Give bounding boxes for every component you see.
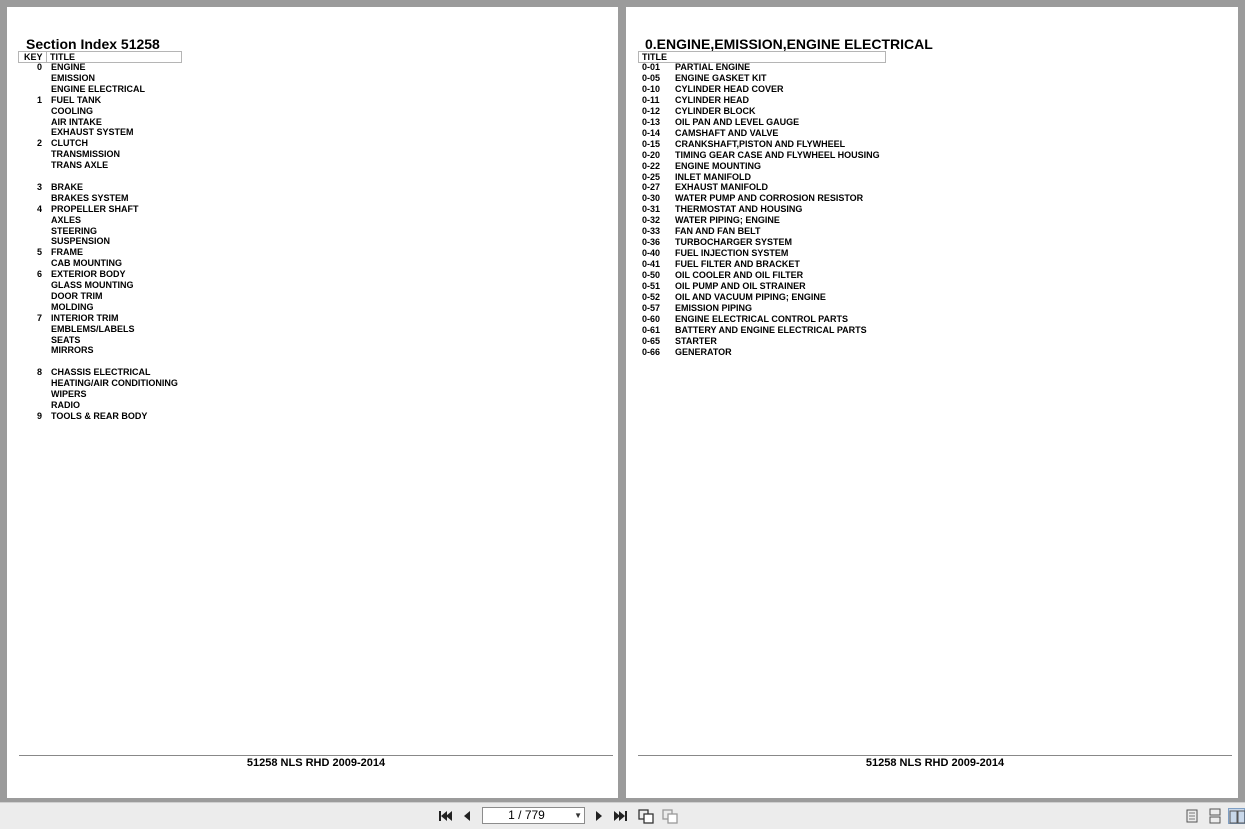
list-item[interactable]	[642, 139, 902, 150]
section-title: EMISSION	[51, 72, 96, 83]
page-number-select[interactable]	[482, 807, 585, 824]
page-indicator: 1 / 779	[508, 808, 545, 822]
section-title: STEERING	[51, 225, 98, 236]
list-item[interactable]	[18, 356, 188, 367]
two-page-view-button[interactable]	[1228, 808, 1245, 824]
single-page-view-button[interactable]	[1183, 808, 1201, 824]
left-page	[7, 7, 618, 798]
group-title: ENGINE GASKET KIT	[675, 72, 767, 83]
list-item[interactable]	[18, 389, 188, 400]
section-title: FUEL TANK	[51, 94, 102, 105]
group-title: CYLINDER HEAD	[675, 94, 750, 105]
list-item[interactable]	[18, 149, 188, 160]
group-code: 0-41	[642, 259, 661, 270]
list-item[interactable]	[18, 95, 188, 106]
list-item[interactable]	[642, 292, 902, 303]
section-title: SEATS	[51, 334, 81, 345]
list-item[interactable]	[18, 117, 188, 128]
list-item[interactable]	[642, 237, 902, 248]
list-item[interactable]	[642, 248, 902, 259]
group-code: 0-05	[642, 72, 661, 83]
section-key: 7	[36, 312, 42, 323]
section-key: 2	[36, 138, 42, 149]
rotate-view-button[interactable]	[637, 808, 655, 824]
group-code: 0-33	[642, 226, 661, 237]
group-code: 0-50	[642, 270, 661, 281]
group-title: CYLINDER HEAD COVER	[675, 83, 784, 94]
list-item[interactable]	[18, 193, 188, 204]
group-title: CYLINDER BLOCK	[675, 105, 756, 116]
section-title: GLASS MOUNTING	[51, 280, 134, 290]
rotate-view-icon	[637, 808, 655, 824]
list-item[interactable]	[642, 193, 902, 204]
copy-pages-icon	[661, 808, 679, 824]
section-title: MOLDING	[51, 301, 94, 312]
group-code: 0-27	[642, 182, 661, 193]
group-title: ENGINE ELECTRICAL CONTROL PARTS	[675, 313, 849, 324]
list-item[interactable]	[18, 106, 188, 117]
group-code: 0-25	[642, 171, 661, 182]
list-item[interactable]	[18, 335, 188, 346]
list-item[interactable]	[642, 117, 902, 128]
group-title: WATER PIPING; ENGINE	[675, 215, 780, 226]
group-code: 0-01	[642, 62, 661, 72]
group-code: 0-57	[642, 302, 661, 313]
section-key: 8	[36, 367, 42, 378]
list-item[interactable]	[18, 84, 188, 95]
continuous-view-button[interactable]	[1206, 808, 1224, 824]
list-item[interactable]	[642, 106, 902, 117]
list-item[interactable]	[642, 84, 902, 95]
list-item[interactable]	[642, 215, 902, 226]
continuous-view-icon	[1206, 808, 1224, 824]
section-title: PROPELLER SHAFT	[51, 203, 139, 214]
section-key: 6	[36, 269, 42, 280]
list-item[interactable]	[642, 314, 902, 325]
group-code: 0-12	[642, 105, 661, 116]
section-title: DOOR TRIM	[51, 290, 103, 301]
list-item[interactable]	[642, 172, 902, 183]
section-key: 4	[36, 203, 42, 214]
section-title: ENGINE ELECTRICAL	[51, 83, 146, 94]
list-item[interactable]	[642, 73, 902, 84]
page-footer: 51258 NLS RHD 2009-2014	[246, 757, 386, 769]
column-header-title: TITLE	[50, 52, 75, 62]
list-item[interactable]	[18, 62, 188, 73]
copy-pages-button[interactable]	[661, 808, 679, 824]
section-title: CAB MOUNTING	[51, 258, 122, 269]
group-code: 0-15	[642, 138, 661, 149]
last-page-icon	[612, 808, 630, 824]
list-item[interactable]	[642, 325, 902, 336]
group-code: 0-20	[642, 149, 661, 160]
section-title: CHASSIS ELECTRICAL	[51, 367, 151, 378]
list-item[interactable]	[18, 236, 188, 247]
list-item[interactable]	[642, 270, 902, 281]
group-title: GENERATOR	[675, 346, 732, 357]
section-title: BRAKE	[51, 181, 84, 192]
single-page-view-icon	[1183, 808, 1201, 824]
list-item[interactable]	[642, 281, 902, 292]
group-code: 0-36	[642, 237, 661, 248]
previous-page-button[interactable]	[458, 808, 476, 824]
list-item[interactable]	[18, 302, 188, 313]
group-title: CAMSHAFT AND VALVE	[675, 127, 779, 138]
list-item[interactable]	[18, 138, 188, 149]
list-item[interactable]	[642, 204, 902, 215]
section-title: RADIO	[51, 399, 80, 410]
group-code: 0-11	[642, 94, 660, 105]
list-item[interactable]	[18, 400, 188, 411]
group-title: EMISSION PIPING	[675, 302, 753, 313]
navigation-toolbar	[0, 802, 1245, 829]
section-title: ENGINE	[51, 62, 86, 72]
section-title: INTERIOR TRIM	[51, 312, 119, 323]
section-title: EXHAUST SYSTEM	[51, 127, 134, 138]
section-title: BRAKES SYSTEM	[51, 192, 129, 203]
group-title: FUEL FILTER AND BRACKET	[675, 259, 800, 270]
list-item[interactable]	[642, 226, 902, 237]
section-title: AIR INTAKE	[51, 116, 102, 127]
list-item[interactable]	[18, 182, 188, 193]
list-item[interactable]	[642, 62, 902, 73]
section-key: 3	[36, 181, 42, 192]
list-item[interactable]	[642, 303, 902, 314]
list-item[interactable]	[18, 411, 188, 422]
group-code: 0-22	[642, 160, 661, 171]
section-title: WIPERS	[51, 389, 87, 399]
list-item[interactable]	[18, 204, 188, 215]
group-code: 0-14	[642, 127, 661, 138]
group-code: 0-13	[642, 116, 661, 127]
list-item[interactable]	[18, 324, 188, 335]
group-code: 0-61	[642, 324, 661, 335]
list-item[interactable]	[18, 160, 188, 171]
list-item[interactable]	[18, 291, 188, 302]
previous-page-icon	[458, 808, 476, 824]
chevron-down-icon: ▼	[574, 811, 582, 820]
group-title: OIL PAN AND LEVEL GAUGE	[675, 116, 800, 127]
group-title: STARTER	[675, 335, 717, 346]
page-title: Section Index 51258	[26, 36, 160, 52]
list-item[interactable]	[642, 182, 902, 193]
group-code: 0-32	[642, 215, 661, 226]
group-title: BATTERY AND ENGINE ELECTRICAL PARTS	[675, 324, 867, 335]
next-page-button[interactable]	[590, 808, 608, 824]
group-title: EXHAUST MANIFOLD	[675, 182, 768, 193]
group-title: CRANKSHAFT,PISTON AND FLYWHEEL	[675, 138, 846, 149]
group-code: 0-66	[642, 346, 661, 357]
section-key: 0	[36, 62, 42, 72]
next-page-icon	[590, 808, 608, 824]
list-item[interactable]	[18, 247, 188, 258]
list-item[interactable]	[18, 280, 188, 291]
group-title: OIL COOLER AND OIL FILTER	[675, 270, 804, 281]
list-item[interactable]	[18, 73, 188, 84]
group-code: 0-65	[642, 335, 661, 346]
section-key: 1	[36, 94, 42, 105]
group-title: FAN AND FAN BELT	[675, 226, 761, 237]
group-title: ENGINE MOUNTING	[675, 160, 762, 171]
section-title: FRAME	[51, 247, 83, 258]
list-item[interactable]	[18, 367, 188, 378]
group-code: 0-31	[642, 204, 661, 215]
group-title: INLET MANIFOLD	[675, 171, 751, 182]
first-page-button[interactable]	[436, 808, 454, 824]
group-code: 0-52	[642, 291, 661, 302]
last-page-button[interactable]	[612, 808, 630, 824]
list-item[interactable]	[642, 95, 902, 106]
section-title: CLUTCH	[51, 138, 88, 149]
first-page-icon	[436, 808, 454, 824]
list-item[interactable]	[18, 171, 188, 182]
list-item[interactable]	[642, 347, 902, 358]
group-code: 0-40	[642, 248, 661, 259]
section-title: MIRRORS	[51, 345, 94, 356]
section-title: HEATING/AIR CONDITIONING	[51, 378, 178, 389]
list-item[interactable]	[642, 161, 902, 172]
group-title: WATER PUMP AND CORROSION RESISTOR	[675, 193, 864, 204]
section-title: COOLING	[51, 105, 93, 116]
group-code: 0-10	[642, 83, 661, 94]
section-title: TOOLS & REAR BODY	[51, 410, 148, 421]
section-title: TRANSMISSION	[51, 149, 121, 160]
section-title: AXLES	[51, 214, 82, 225]
group-title: FUEL INJECTION SYSTEM	[675, 248, 789, 259]
list-item[interactable]	[642, 150, 902, 161]
group-title: TURBOCHARGER SYSTEM	[675, 237, 793, 248]
group-title: TIMING GEAR CASE AND FLYWHEEL HOUSING	[675, 149, 880, 160]
section-title: TRANS AXLE	[51, 160, 109, 171]
group-title: OIL PUMP AND OIL STRAINER	[675, 281, 806, 291]
list-item[interactable]	[18, 127, 188, 138]
list-item[interactable]	[18, 226, 188, 237]
group-title: PARTIAL ENGINE	[675, 62, 751, 72]
section-title: SUSPENSION	[51, 236, 111, 247]
group-title: OIL AND VACUUM PIPING; ENGINE	[675, 291, 826, 302]
section-title: EMBLEMS/LABELS	[51, 323, 135, 334]
column-header-key: KEY	[24, 52, 43, 62]
section-title: EXTERIOR BODY	[51, 269, 126, 280]
list-item[interactable]	[18, 313, 188, 324]
list-item[interactable]	[642, 128, 902, 139]
list-item[interactable]	[18, 258, 188, 269]
page-title: 0.ENGINE,EMISSION,ENGINE ELECTRICAL	[645, 36, 933, 52]
page-footer: 51258 NLS RHD 2009-2014	[865, 757, 1005, 769]
list-item[interactable]	[18, 269, 188, 280]
list-item[interactable]	[642, 259, 902, 270]
group-code: 0-60	[642, 313, 661, 324]
right-page	[626, 7, 1238, 798]
list-item[interactable]	[18, 345, 188, 356]
section-key: 5	[36, 247, 42, 258]
group-code: 0-51	[642, 281, 661, 291]
group-title: THERMOSTAT AND HOUSING	[675, 204, 803, 215]
section-key: 9	[36, 410, 42, 421]
list-item[interactable]	[642, 336, 902, 347]
group-code: 0-30	[642, 193, 661, 204]
column-header-title: TITLE	[642, 52, 667, 62]
two-page-view-icon	[1229, 809, 1245, 825]
list-item[interactable]	[18, 215, 188, 226]
list-item[interactable]	[18, 378, 188, 389]
